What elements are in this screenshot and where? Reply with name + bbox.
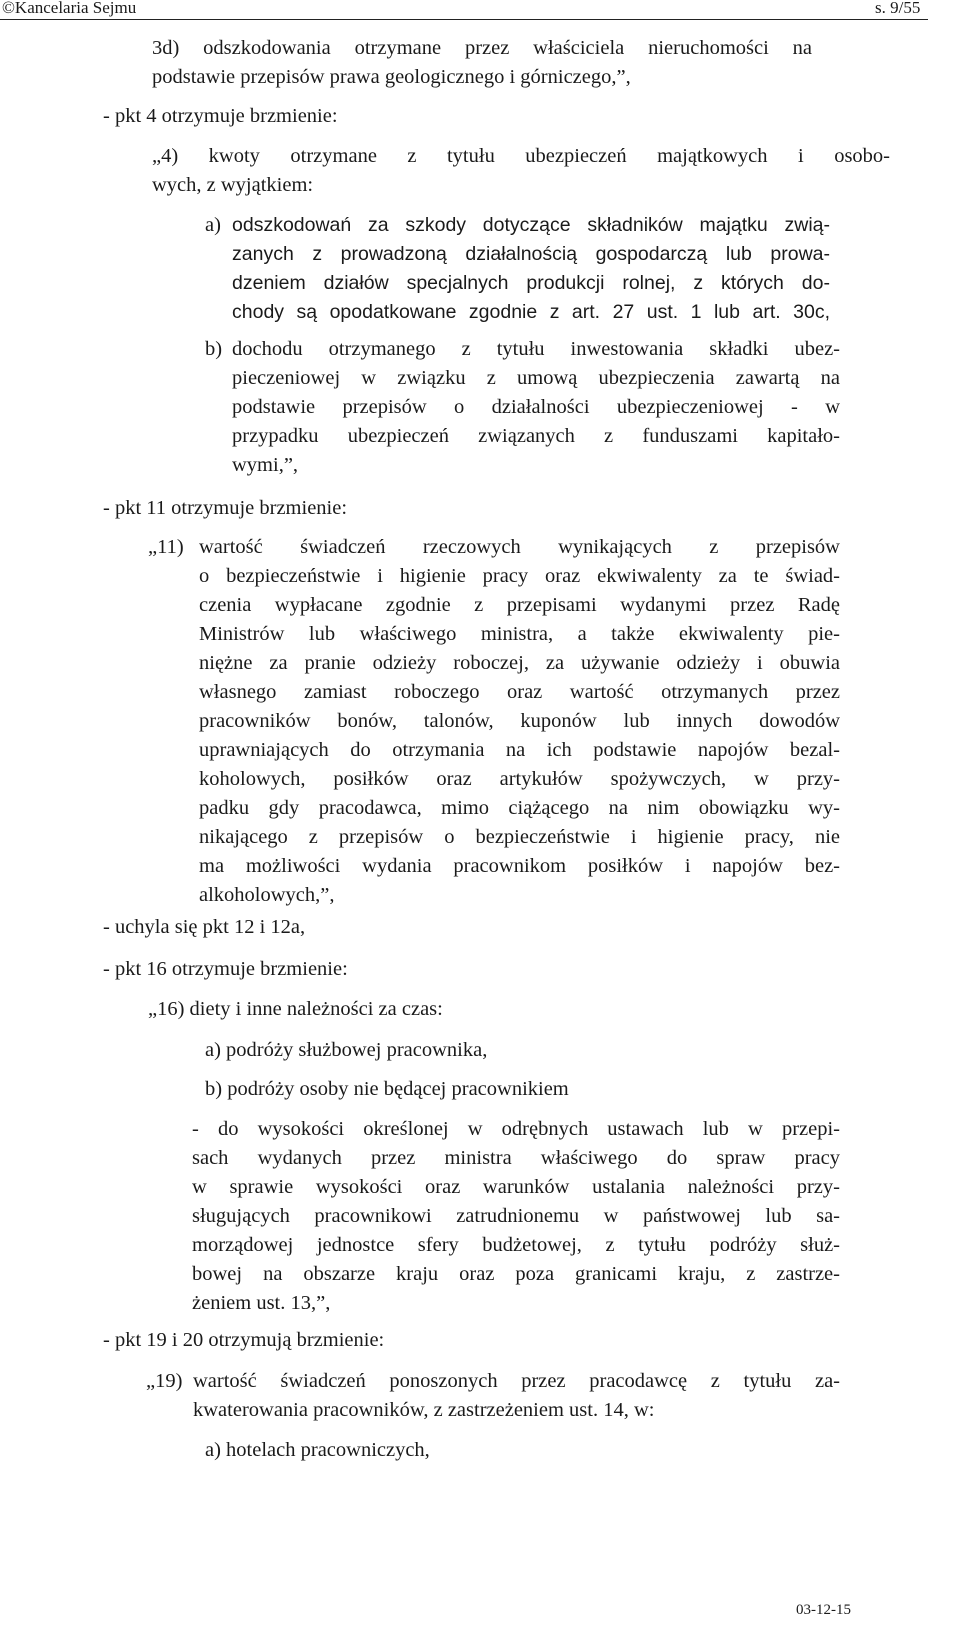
item-19-label: „19)	[146, 1370, 183, 1392]
item-16a: a) podróży służbowej pracownika,	[205, 1039, 488, 1061]
text-line: wartość świadczeń ponoszonych przez pracodawcę z tytułu za-	[193, 1370, 840, 1392]
text-line: dzeniem działów specjalnych produkcji rolnej, z których do-	[232, 272, 830, 294]
item-11-label: „11)	[148, 536, 184, 558]
text-line: wartość świadczeń rzeczowych wynikających z przepisów	[199, 536, 840, 558]
text-line: bowej na obszarze kraju oraz poza granicami kraju, z zastrze-	[192, 1263, 840, 1285]
item-4a	[232, 211, 830, 327]
item-16-tail	[192, 1115, 840, 1318]
text-line: kwaterowania pracowników, z zastrzeżeniem ust. 14, w:	[193, 1399, 655, 1421]
text-line: niężne za pranie odzieży roboczej, za używanie odzieży i obuwia	[199, 652, 840, 674]
text-line: sach wydanych przez ministra właściwego do spraw pracy	[192, 1147, 840, 1169]
text-line: 3d) odszkodowania otrzymane przez właściciela nieruchomości na	[152, 37, 812, 59]
item-4b	[232, 335, 840, 480]
text-line: nikającego z przepisów o bezpieczeństwie i higienie pracy, nie	[199, 826, 840, 848]
text-line: pieczeniowej w związku z umową ubezpieczenia zawartą na	[232, 367, 840, 389]
item-16: „16) diety i inne należności za czas:	[148, 998, 443, 1020]
item-4b-label: b)	[205, 338, 223, 360]
text-line: żeniem ust. 13,”,	[192, 1292, 331, 1314]
amendment-pkt-16: - pkt 16 otrzymuje brzmienie:	[103, 958, 348, 980]
text-line: wych, z wyjątkiem:	[152, 174, 314, 196]
text-line: przypadku ubezpieczeń związanych z funduszami kapitało-	[232, 425, 840, 447]
text-line: morządowej jednostce sfery budżetowej, z tytułu podróży służ-	[192, 1234, 840, 1256]
text-line: o bezpieczeństwie i higienie pracy oraz ekwiwalenty za te świad-	[199, 565, 840, 587]
text-line: alkoholowych,”,	[199, 884, 335, 906]
text-line: koholowych, posiłków oraz artykułów spożywczych, w przy-	[199, 768, 840, 790]
text-line: Ministrów lub właściwego ministra, a także ekwiwalenty pie-	[199, 623, 840, 645]
item-11	[199, 533, 840, 910]
text-line: chody są opodatkowane zgodnie z art. 27 ust. 1 lub art. 30c,	[232, 301, 830, 323]
text-line: dochodu otrzymanego z tytułu inwestowania składki ubez-	[232, 338, 840, 360]
item-19	[193, 1367, 840, 1425]
text-line: pracowników bonów, talonów, kuponów lub innych dowodów	[199, 710, 840, 732]
header-source: ©Kancelaria Sejmu	[2, 0, 137, 17]
text-line: odszkodowań za szkody dotyczące składników majątku zwią-	[232, 214, 830, 236]
text-line: podstawie przepisów prawa geologicznego i górniczego,”,	[152, 66, 631, 88]
text-line: sługujących pracownikowi zatrudnionemu w państwowej lub sa-	[192, 1205, 840, 1227]
amendment-pkt-19-20: - pkt 19 i 20 otrzymują brzmienie:	[103, 1329, 385, 1351]
text-line: zanych z prowadzoną działalnością gospodarczą lub prowa-	[232, 243, 830, 265]
header-page-number: s. 9/55	[875, 0, 921, 17]
item-4	[152, 142, 890, 200]
text-line: czenia wypłacane zgodnie z przepisami wydanymi przez Radę	[199, 594, 840, 616]
text-line: wymi,”,	[232, 454, 299, 476]
item-16b: b) podróży osoby nie będącej pracownikiem	[205, 1078, 569, 1100]
text-line: w sprawie wysokości oraz warunków ustalania należności przy-	[192, 1176, 840, 1198]
item-19a: a) hotelach pracowniczych,	[205, 1439, 430, 1461]
repeal-pkt-12-12a: - uchyla się pkt 12 i 12a,	[103, 916, 306, 938]
amendment-pkt-4: - pkt 4 otrzymuje brzmienie:	[103, 105, 338, 127]
text-line: - do wysokości określonej w odrębnych ustawach lub w przepi-	[192, 1118, 840, 1140]
text-line: ma możliwości wydania pracownikom posiłków i napojów bez-	[199, 855, 840, 877]
text-line: podstawie przepisów o działalności ubezpieczeniowej - w	[232, 396, 840, 418]
text-line: padku gdy pracodawca, mimo ciążącego na nim obowiązku wy-	[199, 797, 840, 819]
item-4a-label: a)	[205, 214, 221, 236]
text-line: własnego zamiast roboczego oraz wartość otrzymanych przez	[199, 681, 840, 703]
text-line: „4) kwoty otrzymane z tytułu ubezpieczeń majątkowych i osobo-	[152, 145, 890, 167]
text-line: uprawniających do otrzymania na ich podstawie napojów bezal-	[199, 739, 840, 761]
header-rule	[0, 19, 928, 20]
amendment-pkt-11: - pkt 11 otrzymuje brzmienie:	[103, 497, 348, 519]
item-3d	[152, 34, 812, 92]
footer-date: 03-12-15	[796, 1602, 851, 1618]
